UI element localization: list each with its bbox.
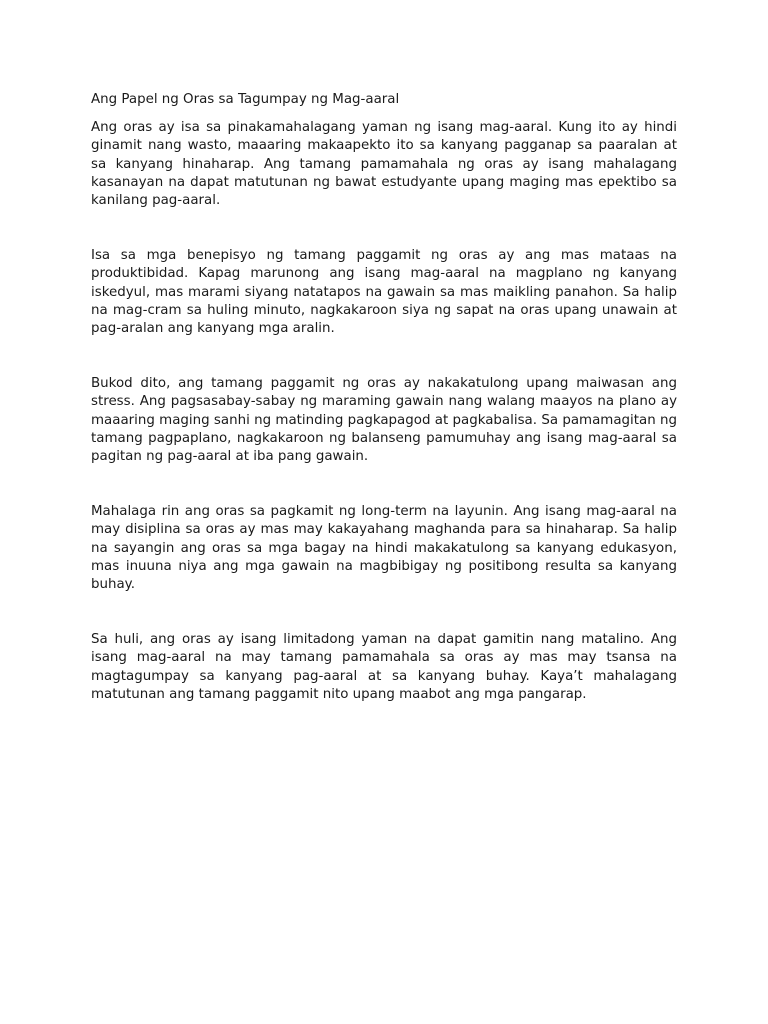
paragraph-3: Bukod dito, ang tamang paggamit ng oras ay nakakatulong upang maiwasan ang stress. Ang pagsasabay-sabay ng maraming gawain nang walang maayos na plano ay maaaring maging sanhi ng matinding pagkapagod at pagkabalisa. Sa pamamagitan ng tamang pagpaplano, nagkakaroon ng balanseng pamumuhay ang isang mag-aaral sa pagitan ng pag-aaral at iba pang gawain. [91,376,677,465]
document-body [91,91,677,704]
document-title: Ang Papel ng Oras sa Tagumpay ng Mag-aaral [91,92,400,107]
paragraph-4: Mahalaga rin ang oras sa pagkamit ng long-term na layunin. Ang isang mag-aaral na may disiplina sa oras ay mas may kakayahang maghanda para sa hinaharap. Sa halip na sayangin ang oras sa mga bagay na hindi makakatulong sa kanyang edukasyon, mas inuuna niya ang mga gawain na magbibigay ng positibong resulta sa kanyang buhay. [91,504,677,593]
paragraph-2: Isa sa mga benepisyo ng tamang paggamit ng oras ay ang mas mataas na produktibidad. Kapag marunong ang isang mag-aaral na magplano ng kanyang iskedyul, mas marami siyang natatapos na gawain sa mas maikling panahon. Sa halip na mag-cram sa huling minuto, nagkakaroon siya ng sapat na oras upang unawain at pag-aralan ang kanyang mga aralin. [91,248,677,337]
paragraph-5: Sa huli, ang oras ay isang limitadong yaman na dapat gamitin nang matalino. Ang isang mag-aaral na may tamang pamamahala sa oras ay mas may tsansa na magtagumpay sa kanyang pag-aaral at sa kanyang buhay. Kaya’t mahalagang matutunan ang tamang paggamit nito upang maabot ang mga pangarap. [91,632,677,702]
paragraph-1: Ang oras ay isa sa pinakamahalagang yaman ng isang mag-aaral. Kung ito ay hindi ginamit nang wasto, maaaring makaapekto ito sa kanyang pagganap sa paaralan at sa kanyang hinaharap. Ang tamang pamamahala ng oras ay isang mahalagang kasanayan na dapat matutunan ng bawat estudyante upang maging mas epektibo sa kanilang pag-aaral. [91,120,677,209]
